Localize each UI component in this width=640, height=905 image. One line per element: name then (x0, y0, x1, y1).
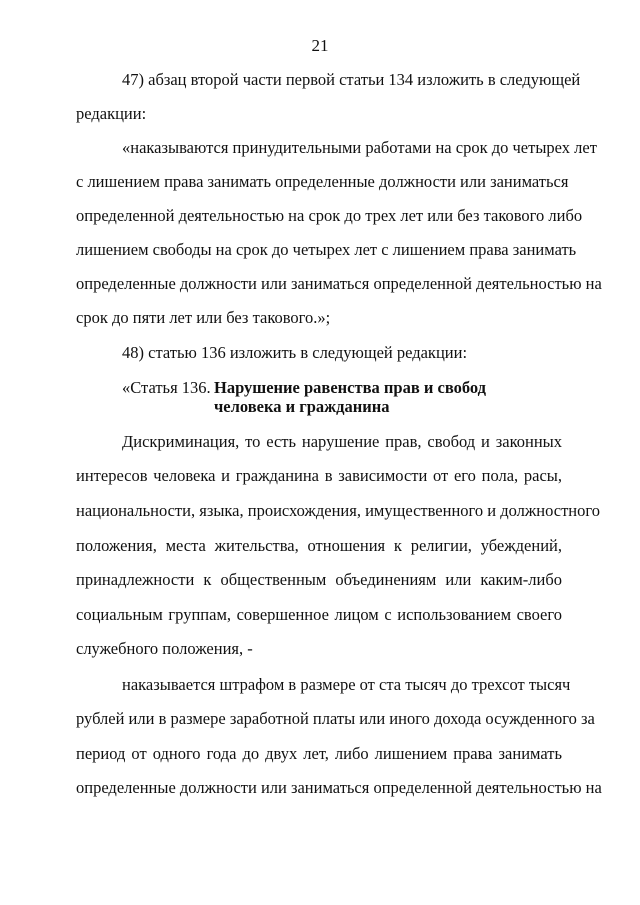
quote-line-3: определенной деятельностью на срок до трех лет или без такового либо (76, 206, 583, 225)
paragraph-47-line-2: редакции: (76, 104, 147, 123)
body-line-7: служебного положения, - (76, 639, 253, 658)
page-number: 21 (311, 36, 329, 55)
body-line-4: положения, места жительства, отношения к религии, убеждений, (76, 536, 562, 555)
article-prefix: «Статья 136. (122, 378, 211, 397)
sanction-line-3: период от одного года до двух лет, либо лишением права занимать (76, 744, 562, 763)
body-line-6: социальным группам, совершенное лицом с использованием своего (76, 605, 562, 624)
sanction-line-4: определенные должности или заниматься определенной деятельностью на (76, 778, 602, 797)
body-line-5: принадлежности к общественным объединениям или каким-либо (76, 570, 562, 589)
body-line-2: интересов человека и гражданина в зависимости от его пола, расы, (76, 466, 562, 485)
body-line-3: национальности, языка, происхождения, имущественного и должностного (76, 501, 600, 520)
quote-line-5: определенные должности или заниматься определенной деятельностью на (76, 274, 602, 293)
article-title-line-2: человека и гражданина (214, 397, 390, 416)
paragraph-48: 48) статью 136 изложить в следующей редакции: (122, 343, 468, 362)
sanction-line-2: рублей или в размере заработной платы или иного дохода осужденного за (76, 709, 595, 728)
sanction-line-1: наказывается штрафом в размере от ста тысяч до трехсот тысяч (122, 675, 571, 694)
quote-line-1: «наказываются принудительными работами на срок до четырех лет (122, 138, 597, 157)
paragraph-47-line-1: 47) абзац второй части первой статьи 134 изложить в следующей (122, 70, 581, 89)
body-line-1: Дискриминация, то есть нарушение прав, свобод и законных (122, 432, 562, 451)
quote-line-6: срок до пяти лет или без такового.»; (76, 308, 331, 327)
article-title-line-1: Нарушение равенства прав и свобод (214, 378, 487, 397)
quote-line-4: лишением свободы на срок до четырех лет с лишением права занимать (76, 240, 577, 259)
quote-line-2: с лишением права занимать определенные должности или заниматься (76, 172, 569, 191)
